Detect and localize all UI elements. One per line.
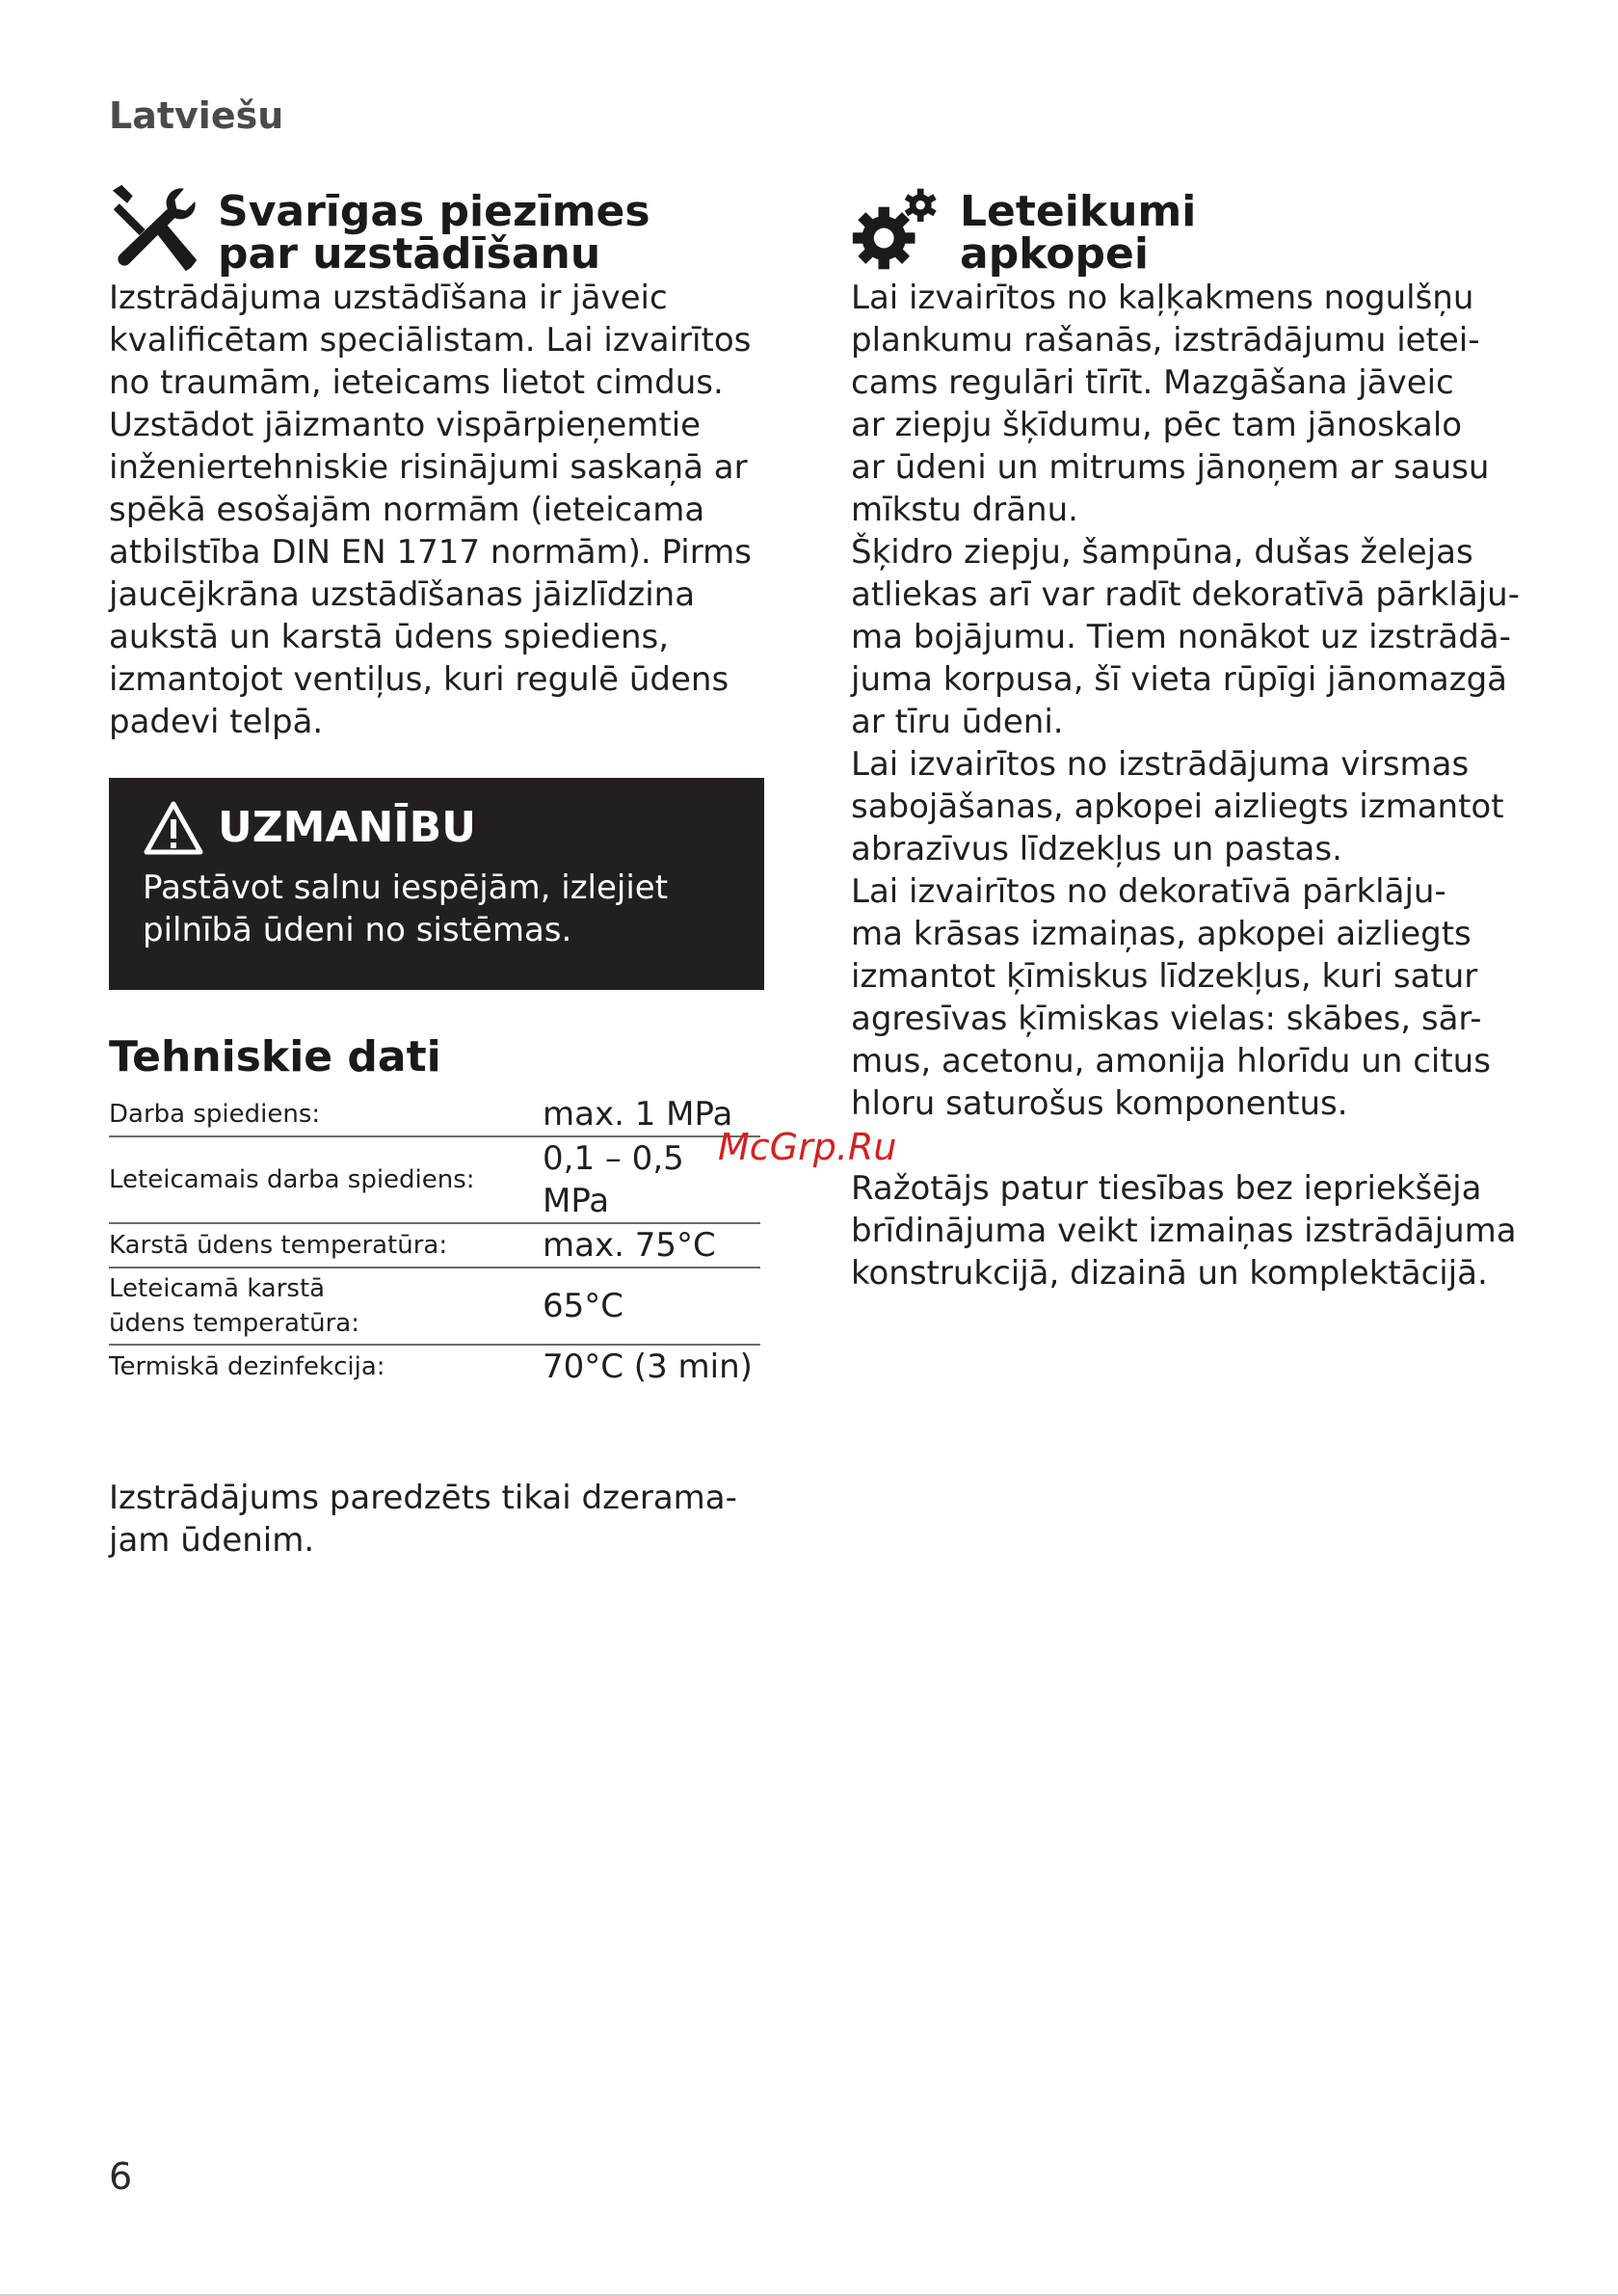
install-heading [109, 181, 764, 279]
potable-water-note [109, 1477, 764, 1562]
spec-value: max. 75°C [543, 1226, 716, 1265]
text-line: ma krāsas izmaiņas, apkopei aizliegts [851, 915, 1472, 953]
text-line: aukstā un karstā ūdens spiediens, [109, 618, 670, 656]
text-line: pilnībā ūdeni no sistēmas. [143, 911, 572, 949]
language-label: Latviešu [109, 94, 284, 137]
text-line: cams regulāri tīrīt. Mazgāšana jāveic [851, 363, 1454, 402]
text-line: Uzstādot jāizmanto vispārpieņemtie [109, 406, 702, 444]
text-line: hloru saturošus komponentus. [851, 1084, 1348, 1123]
text-line: atbilstība DIN EN 1717 normām). Pirms [109, 533, 752, 572]
spec-value: 65°C [543, 1287, 624, 1325]
text-line: inženiertehniskie risinājumi saskaņā ar [109, 448, 748, 487]
text-line: izmantojot ventiļus, kuri regulē ūdens [109, 660, 729, 699]
care-heading [851, 181, 1525, 279]
care-heading-line2: apkopei [960, 229, 1149, 279]
text-line: Izstrādājuma uzstādīšana ir jāveic [109, 279, 668, 317]
text-line: mīkstu drānu. [851, 491, 1078, 529]
care-heading-line1: Leteikumi [960, 187, 1197, 236]
install-heading-line2: par uzstādīšanu [218, 229, 601, 279]
warning-triangle-icon [143, 800, 204, 856]
text-line: kvalificētam speciālistam. Lai izvairītos [109, 321, 752, 360]
page-number: 6 [109, 2155, 133, 2198]
table-row [109, 1345, 760, 1388]
text-line: spēkā esošajām normām (ieteicama [109, 491, 705, 529]
tech-data-title: Tehniskie dati [109, 1032, 441, 1081]
text-line: izmantot ķīmiskus līdzekļus, kuri satur [851, 957, 1478, 996]
text-line: konstrukcijā, dizainā un komplektācijā. [851, 1254, 1488, 1293]
text-line: plankumu rašanās, izstrādājumu ietei- [851, 321, 1480, 360]
text-line: brīdinājuma veikt izmaiņas izstrādājuma [851, 1212, 1517, 1250]
tech-data-table [109, 1093, 760, 1388]
care-text [851, 277, 1525, 1295]
text-line: atliekas arī var radīt dekoratīvā pārklāju- [851, 575, 1520, 614]
right-column [851, 181, 1525, 1295]
text-line: padevi telpā. [109, 703, 324, 741]
text-line: ar ūdeni un mitrums jānoņem ar sausu [851, 448, 1490, 487]
text-line: Izstrādājums paredzēts tikai dzerama- [109, 1479, 737, 1517]
left-column [109, 181, 764, 1562]
warning-title-text: UZMANĪBU [218, 803, 476, 852]
text-line: abrazīvus līdzekļus un pastas. [851, 830, 1342, 868]
text-line: Lai izvairītos no izstrādājuma virsmas [851, 745, 1470, 784]
spec-value: 0,1 – 0,5 MPa [543, 1139, 684, 1220]
table-row [109, 1136, 760, 1223]
text-line: mus, acetonu, amonija hlorīdu un citus [851, 1042, 1491, 1081]
warning-box [109, 778, 764, 990]
spec-label: Darba spiediens: [109, 1100, 321, 1129]
text-line: ma bojājumu. Tiem nonākot uz izstrādā- [851, 618, 1511, 656]
install-heading-line1: Svarīgas piezīmes [218, 187, 650, 236]
spec-value: 70°C (3 min) [543, 1348, 753, 1386]
text-line: juma korpusa, šī vieta rūpīgi jānomazgā [851, 660, 1507, 699]
warning-title [143, 799, 731, 857]
text-line: ar tīru ūdeni. [851, 703, 1064, 741]
text-line: Pastāvot salnu iespējām, izlejiet [143, 868, 669, 907]
spec-label-line1: Leteicamā karstā [109, 1274, 326, 1303]
table-row [109, 1093, 760, 1136]
spec-label: Termiskā dezinfekcija: [109, 1352, 385, 1381]
spec-label: Karstā ūdens temperatūra: [109, 1231, 448, 1260]
text-line: jaucējkrāna uzstādīšanas jāizlīdzina [109, 575, 696, 614]
spec-label-line2: ūdens temperatūra: [109, 1309, 359, 1338]
install-text [109, 277, 764, 743]
spec-value: max. 1 MPa [543, 1095, 733, 1134]
text-line: Lai izvairītos no kaļķakmens nogulšņu [851, 279, 1474, 317]
spec-label [109, 1268, 543, 1345]
text-line: Lai izvairītos no dekoratīvā pārklāju- [851, 872, 1446, 911]
text-line: ar ziepju šķīdumu, pēc tam jānoskalo [851, 406, 1463, 444]
warning-text [143, 867, 731, 951]
text-line: agresīvas ķīmiskas vielas: skābes, sār- [851, 1000, 1482, 1038]
text-line: sabojāšanas, apkopei aizliegts izmantot [851, 788, 1504, 826]
table-row [109, 1223, 760, 1268]
text-line: Šķidro ziepju, šampūna, dušas želejas [851, 533, 1473, 572]
gears-icon [851, 183, 942, 275]
watermark: McGrp.Ru [718, 1126, 897, 1168]
paragraph-gap [851, 1125, 1525, 1167]
text-line: no traumām, ieteicams lietot cimdus. [109, 363, 724, 402]
text-line: Ražotājs patur tiesības bez iepriekšēja [851, 1169, 1482, 1208]
spec-label: Leteicamais darba spiediens: [109, 1165, 475, 1194]
table-row [109, 1268, 760, 1345]
wrench-screwdriver-icon [109, 183, 200, 275]
text-line: jam ūdenim. [109, 1521, 315, 1560]
